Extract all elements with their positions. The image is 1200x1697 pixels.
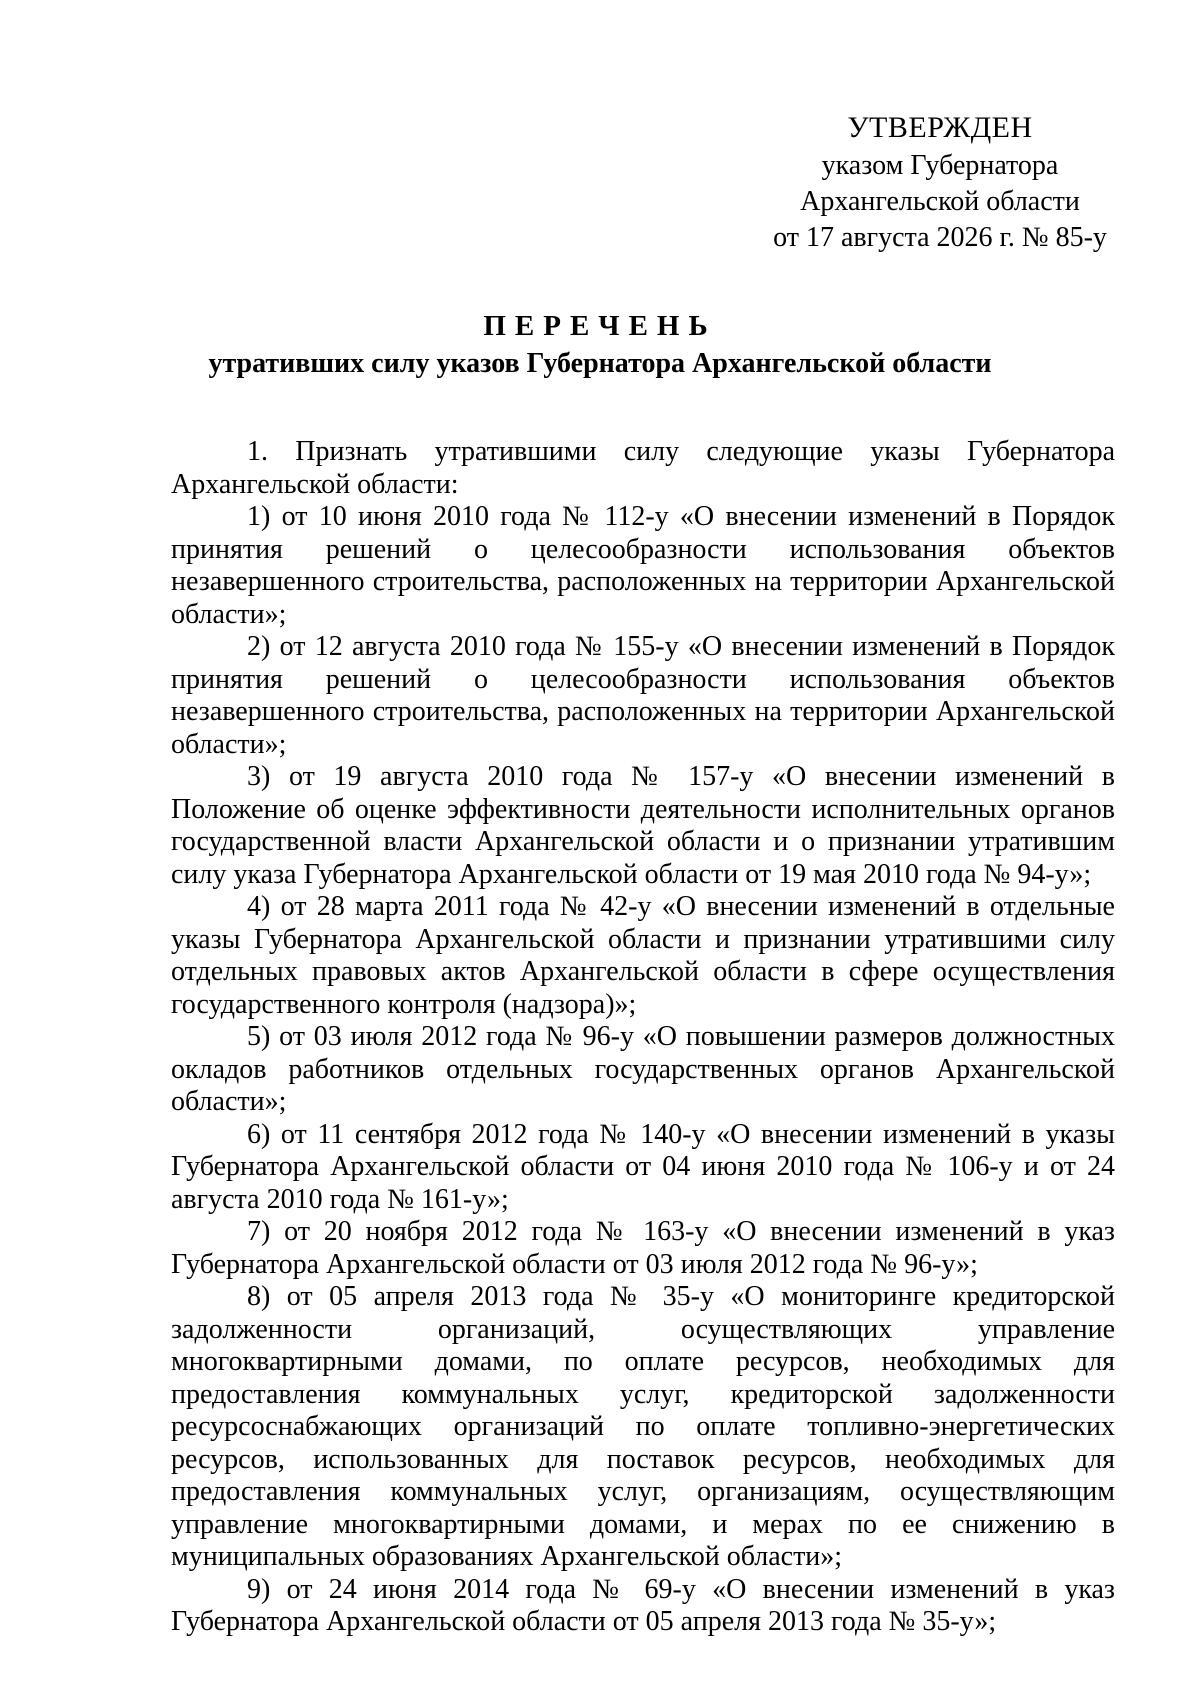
list-item-5: 5) от 03 июля 2012 года № 96-у «О повышении размеров должностных окладов работников отдельных государственных органов Архангельской области»; (171, 1021, 1115, 1117)
list-item-7: 7) от 20 ноября 2012 года № 163-у «О внесении изменений в указ Губернатора Архангельской области от 03 июля 2012 года № 96-у»; (171, 1216, 1115, 1280)
document-heading (0, 308, 1200, 382)
list-item-8: 8) от 05 апреля 2013 года № 35-у «О мониторинге кредиторской задолженности организаций, осуществляющих управление многоквартирными домами, по оплате ресурсов, необходимых для предоставления коммунальных услуг, кредиторской задолженности ресурсоснабжающих организаций по оплате топливно-энергетических ресурсов, использованных для поставок ресурсов, необходимых для предоставления коммунальных услуг, организациям, осуществляющим управление многоквартирными домами, и мерах по ее снижению в муниципальных образованиях Архангельской области»; (171, 1281, 1115, 1572)
document-body (171, 436, 1115, 1639)
approval-stamp (760, 108, 1120, 256)
list-item-9: 9) от 24 июня 2014 года № 69-у «О внесении изменений в указ Губернатора Архангельской области от 05 апреля 2013 года № 35-у»; (171, 1573, 1115, 1637)
list-item-6: 6) от 11 сентября 2012 года № 140-у «О внесении изменений в указы Губернатора Архангельской области от 04 июня 2010 года № 106-у и от 24 августа 2010 года № 161-у»; (171, 1118, 1115, 1215)
document-title: ПЕРЕЧЕНЬ (483, 310, 717, 342)
list-item-3: 3) от 19 августа 2010 года № 157-у «О внесении изменений в Положение об оценке эффективности деятельности исполнительных органов государственной власти Архангельской области и о признании утратившим силу указа Губернатора Архангельской области от 19 мая 2010 года № 94-у»; (171, 761, 1115, 890)
paragraph-intro: 1. Признать утратившими силу следующие указы Губернатора Архангельской области: (171, 436, 1115, 500)
approval-line-1: указом Губернатора (821, 150, 1059, 181)
list-item-1: 1) от 10 июня 2010 года № 112-у «О внесении изменений в Порядок принятия решений о целесообразности использования объектов незавершенного строительства, расположенных на территории Архангельской области»; (171, 501, 1115, 630)
list-item-2: 2) от 12 августа 2010 года № 155-у «О внесении изменений в Порядок принятия решений о целесообразности использования объектов незавершенного строительства, расположенных на территории Архангельской области»; (171, 631, 1115, 760)
document-subtitle: утративших силу указов Губернатора Архангельской области (208, 348, 992, 379)
list-item-4: 4) от 28 марта 2011 года № 42-у «О внесении изменений в отдельные указы Губернатора Архангельской области и признании утратившими силу отдельных правовых актов Архангельской области в сфере осуществления государственного контроля (надзора)»; (171, 891, 1115, 1020)
approval-line-2: Архангельской области (800, 186, 1080, 217)
approval-heading: УТВЕРЖДЕН (847, 111, 1033, 144)
approval-line-3: от 17 августа 2026 г. № 85-у (773, 222, 1107, 253)
